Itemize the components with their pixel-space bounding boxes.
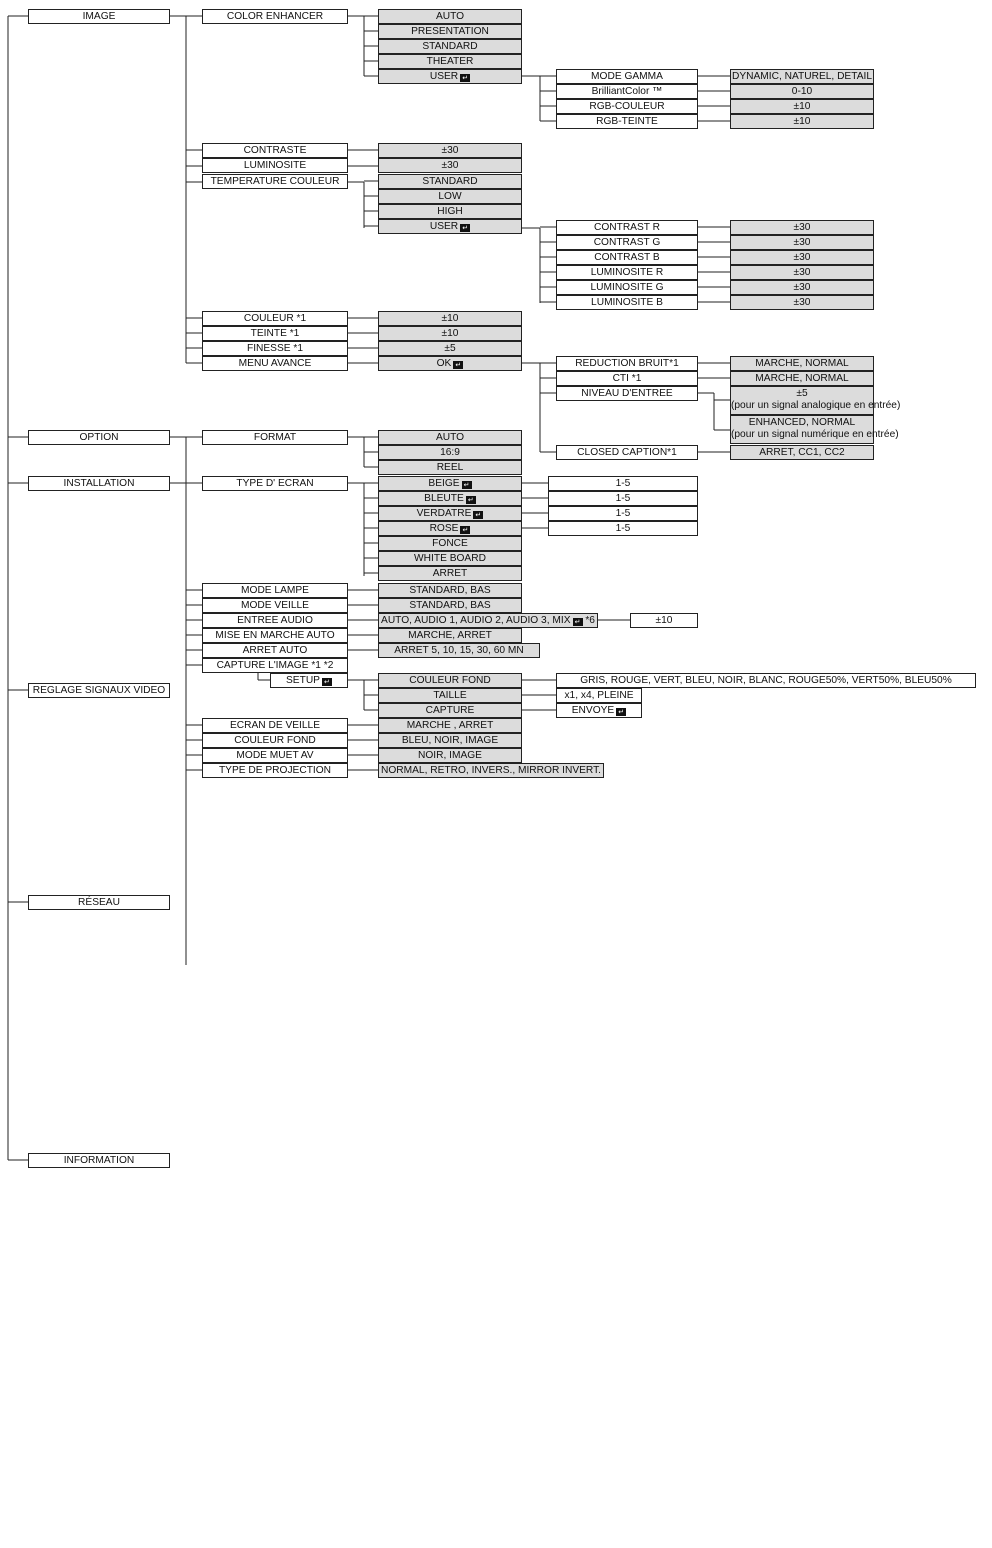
enter-key-icon: ↵	[573, 618, 583, 626]
type-de-projection-box: TYPE DE PROJECTION	[202, 763, 348, 778]
high-box: HIGH	[378, 204, 522, 219]
contraste-box: CONTRASTE	[202, 143, 348, 158]
temperature-couleur-box: TEMPERATURE COULEUR	[202, 174, 348, 189]
mode-lampe-box: MODE LAMPE	[202, 583, 348, 598]
auto-box: AUTO	[378, 430, 522, 445]
enter-key-icon: ↵	[473, 511, 483, 519]
user-box: USER ↵	[378, 219, 522, 234]
rgb-couleur-box: RGB-COULEUR	[556, 99, 698, 114]
1-5-box: 1-5	[548, 506, 698, 521]
type-d-ecran-box: TYPE D' ECRAN	[202, 476, 348, 491]
fonce-box: FONCE	[378, 536, 522, 551]
30-box: ±30	[730, 220, 874, 235]
1-5-box: 1-5	[548, 521, 698, 536]
couleur-fond-box: COULEUR FOND	[202, 733, 348, 748]
0-10-box: 0-10	[730, 84, 874, 99]
30-box: ±30	[730, 265, 874, 280]
10-box: ±10	[730, 99, 874, 114]
10-box: ±10	[630, 613, 698, 628]
niveau-digital-line1: ENHANCED, NORMAL	[748, 417, 856, 428]
normal-retro-invers-mirror-invert-box: NORMAL, RETRO, INVERS., MIRROR INVERT.	[378, 763, 604, 778]
30-box: ±30	[378, 158, 522, 173]
luminosite-box: LUMINOSITE	[202, 158, 348, 173]
arret-auto-box: ARRET AUTO	[202, 643, 348, 658]
enter-key-icon: ↵	[462, 481, 472, 489]
30-box: ±30	[730, 235, 874, 250]
arret-box: ARRET	[378, 566, 522, 581]
rose-box: ROSE ↵	[378, 521, 522, 536]
setup-box: SETUP ↵	[270, 673, 348, 688]
taille-box: TAILLE	[378, 688, 522, 703]
option-menu-box: OPTION	[28, 430, 170, 445]
marche-arret-box: MARCHE, ARRET	[378, 628, 522, 643]
beige-box: BEIGE ↵	[378, 476, 522, 491]
niveau-analog-line1: ±5	[796, 388, 808, 399]
envoye-box: ENVOYE ↵	[556, 703, 642, 718]
reseau-menu-box: RÉSEAU	[28, 895, 170, 910]
contrast-r-box: CONTRAST R	[556, 220, 698, 235]
1-5-box: 1-5	[548, 491, 698, 506]
ecran-de-veille-box: ECRAN DE VEILLE	[202, 718, 348, 733]
30-box: ±30	[378, 143, 522, 158]
capture-box: CAPTURE	[378, 703, 522, 718]
5-box: ±5	[378, 341, 522, 356]
enter-key-icon: ↵	[460, 526, 470, 534]
marche-normal-box: MARCHE, NORMAL	[730, 371, 874, 386]
couleur-1-box: COULEUR *1	[202, 311, 348, 326]
dynamic-naturel-detail-box: DYNAMIC, NATUREL, DETAIL	[731, 71, 872, 82]
niveau-d-entree-box: NIVEAU D'ENTREE	[556, 386, 698, 401]
standard-bas-box: STANDARD, BAS	[378, 598, 522, 613]
cti-1-box: CTI *1	[556, 371, 698, 386]
ok-box: OK ↵	[378, 356, 522, 371]
reduction-bruit-1-box: REDUCTION BRUIT*1	[556, 356, 698, 371]
gris-rouge-vert-bleu-noir-blanc-rouge50--box: GRIS, ROUGE, VERT, BLEU, NOIR, BLANC, ROUGE50%, VERT50%, BLEU50%	[556, 673, 976, 688]
enter-key-icon: ↵	[616, 708, 626, 716]
30-box: ±30	[730, 295, 874, 310]
auto-audio-1-audio-2-audio-3-mix-box: AUTO, AUDIO 1, AUDIO 2, AUDIO 3, MIX ↵ *6	[378, 613, 598, 628]
standard-box: STANDARD	[378, 174, 522, 189]
user-box: USER ↵	[378, 69, 522, 84]
niveau-digital-line2: (pour un signal numérique en entrée)	[731, 429, 899, 440]
auto-box: AUTO	[378, 9, 522, 24]
standard-box: STANDARD	[378, 39, 522, 54]
luminosite-b-box: LUMINOSITE B	[556, 295, 698, 310]
reel-box: REEL	[378, 460, 522, 475]
mode-gamma-box: MODE GAMMA	[556, 69, 698, 84]
format-box: FORMAT	[202, 430, 348, 445]
arret-cc1-cc2-box: ARRET, CC1, CC2	[730, 445, 874, 460]
entree-audio-box: ENTREE AUDIO	[202, 613, 348, 628]
bleu-noir-image-box: BLEU, NOIR, IMAGE	[378, 733, 522, 748]
enter-key-icon: ↵	[466, 496, 476, 504]
30-box: ±30	[730, 250, 874, 265]
arret-5-10-15-30-60-mn-box: ARRET 5, 10, 15, 30, 60 MN	[378, 643, 540, 658]
couleur-fond-box: COULEUR FOND	[378, 673, 522, 688]
marche-arret-box: MARCHE , ARRET	[378, 718, 522, 733]
30-box: ±30	[730, 280, 874, 295]
bleute-box: BLEUTE ↵	[378, 491, 522, 506]
16-9-box: 16:9	[378, 445, 522, 460]
image-menu-box: IMAGE	[28, 9, 170, 24]
color-enhancer-box: COLOR ENHANCER	[202, 9, 348, 24]
marche-normal-box: MARCHE, NORMAL	[730, 356, 874, 371]
white-board-box: WHITE BOARD	[378, 551, 522, 566]
information-menu-box: INFORMATION	[28, 1153, 170, 1168]
closed-caption-1-box: CLOSED CAPTION*1	[556, 445, 698, 460]
mode-muet-av-box: MODE MUET AV	[202, 748, 348, 763]
luminosite-g-box: LUMINOSITE G	[556, 280, 698, 295]
1-5-box: 1-5	[548, 476, 698, 491]
menu-avance-box: MENU AVANCE	[202, 356, 348, 371]
low-box: LOW	[378, 189, 522, 204]
mise-en-marche-auto-box: MISE EN MARCHE AUTO	[202, 628, 348, 643]
10-box: ±10	[378, 326, 522, 341]
mode-veille-box: MODE VEILLE	[202, 598, 348, 613]
capture-l-image-1-2-box: CAPTURE L'IMAGE *1 *2	[202, 658, 348, 673]
niveau-analog-line2: (pour un signal analogique en entrée)	[731, 400, 901, 411]
contrast-b-box: CONTRAST B	[556, 250, 698, 265]
enter-key-icon: ↵	[322, 678, 332, 686]
rgb-teinte-box: RGB-TEINTE	[556, 114, 698, 129]
noir-image-box: NOIR, IMAGE	[378, 748, 522, 763]
presentation-box: PRESENTATION	[378, 24, 522, 39]
niveau-analog	[730, 386, 901, 415]
10-box: ±10	[730, 114, 874, 129]
verdatre-box: VERDATRE ↵	[378, 506, 522, 521]
reglage-menu-box: REGLAGE SIGNAUX VIDEO	[28, 683, 170, 698]
teinte-1-box: TEINTE *1	[202, 326, 348, 341]
enter-key-icon: ↵	[460, 224, 470, 232]
x1-x4-pleine-box: x1, x4, PLEINE	[556, 688, 642, 703]
finesse-1-box: FINESSE *1	[202, 341, 348, 356]
enter-key-icon: ↵	[460, 74, 470, 82]
enter-key-icon: ↵	[453, 361, 463, 369]
luminosite-r-box: LUMINOSITE R	[556, 265, 698, 280]
10-box: ±10	[378, 311, 522, 326]
theater-box: THEATER	[378, 54, 522, 69]
installation-menu-box: INSTALLATION	[28, 476, 170, 491]
niveau-digital	[730, 415, 899, 444]
brilliantcolor-box: BrilliantColor ™	[556, 84, 698, 99]
standard-bas-box: STANDARD, BAS	[378, 583, 522, 598]
contrast-g-box: CONTRAST G	[556, 235, 698, 250]
